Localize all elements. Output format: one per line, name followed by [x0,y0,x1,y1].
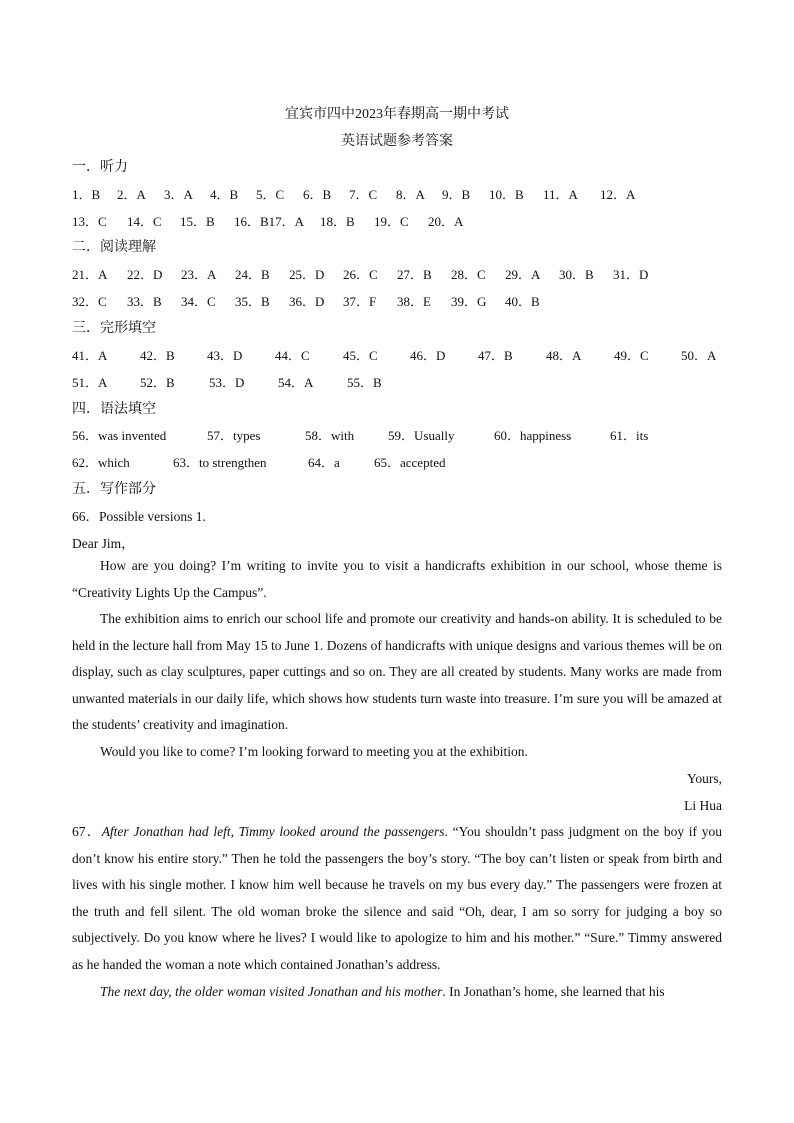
answer-item: 46．D [410,348,446,363]
section-heading-writing: 五．写作部分 [72,482,156,497]
answer-item: 20．A [428,214,464,229]
paragraph-2-start [72,979,722,1006]
answer-row [72,291,722,309]
answer-item: 15．B [180,214,215,229]
answer-item: 35．B [235,294,270,309]
answer-item: 49．C [614,348,649,363]
answer-item: 8．A [396,187,425,202]
answer-row [72,211,722,229]
answer-item: 22．D [127,267,163,282]
answer-item: 44．C [275,348,310,363]
question-67-lead-sentence: After Jonathan had left, Timmy looked around the passengers [101,824,445,839]
answer-item: 45．C [343,348,378,363]
answer-item: 6．B [303,187,332,202]
answer-item: 14．C [127,214,162,229]
answer-row [72,345,722,363]
document-subtitle: 英语试题参考答案 [341,134,453,149]
answer-item: 64．a [308,455,340,470]
answer-item: 54．A [278,375,314,390]
answer-row [72,425,722,443]
letter-signature: Li Hua [684,798,722,813]
answer-item: 13．C [72,214,107,229]
question-67-number: 67． [72,824,102,839]
answer-item: 65．accepted [374,455,446,470]
answer-item: 18．B [320,214,355,229]
answer-item: 30．B [559,267,594,282]
answer-item: 38．E [397,294,431,309]
answer-item: 57．types [207,428,261,443]
answer-row [72,452,722,470]
answer-item: 61．its [610,428,649,443]
answer-item: 23．A [181,267,217,282]
answer-item: 27．B [397,267,432,282]
question-67-body: . “You shouldn’t pass judgment on the boy if you don’t know his entire story.” Then he told the passengers the boy’s story. “The boy can’t listen or speak from birth and lives with his single mother. I know him well because he travels on my bus every day.” The passengers were frozen at the truth and fell silent. The old woman broke the silence and said “Oh, dear, I am so sorry for judging a boy so subjectively. Do you know where he lives? I would like to apologize to him and his mother.” “Sure.” Timmy answered as he handed the woman a note which contained Jonathan’s address. [72,824,722,972]
question-67-paragraph [72,819,722,979]
answer-row [72,372,722,390]
answer-item: 50．A [681,348,717,363]
answer-item: 53．D [209,375,245,390]
answer-item: 33．B [127,294,162,309]
answer-item: 43．D [207,348,243,363]
answer-item: 36．D [289,294,325,309]
answer-item: 63．to strengthen [173,455,267,470]
section-heading-grammar: 四．语法填空 [72,402,156,417]
answer-item: 41．A [72,348,108,363]
answer-item: 29．A [505,267,541,282]
answer-item: 62．which [72,455,130,470]
answer-item: 4．B [210,187,239,202]
paragraph-2-body: . In Jonathan’s home, she learned that his [442,984,665,999]
section-heading-reading: 二．阅读理解 [72,240,156,255]
answer-item: 9．B [442,187,471,202]
paragraph-2-lead-sentence: The next day, the older woman visited Jonathan and his mother [100,984,443,999]
answer-item: 28．C [451,267,486,282]
answer-item: 58．with [305,428,355,443]
answer-item: 10．B [489,187,524,202]
letter-closing: Yours, [686,771,722,786]
answer-item: 16．B17．A [234,214,305,229]
answer-item: 5．C [256,187,285,202]
answer-row [72,264,722,282]
answer-item: 25．D [289,267,325,282]
answer-item: 55．B [347,375,382,390]
answer-item: 19．C [374,214,409,229]
letter-greeting: Dear Jim， [72,536,135,551]
answer-item: 59．Usually [388,428,455,443]
answer-item: 60．happiness [494,428,572,443]
answer-item: 51．A [72,375,108,390]
letter-paragraph-2: The exhibition aims to enrich our school life and promote our creativity and hands-on ability. It is scheduled to be held in the lecture hall from May 15 to June 1. Dozens of handicrafts with unique designs and various themes will be on display, such as clay sculptures, paper cuttings and so on. They are all created by students. Many works are made from unwanted materials in our daily life, which shows how students turn waste into treasure. I’m sure you will be amazed at the students’ creativity and imagination. [72,611,722,733]
document-title: 宜宾市四中2023年春期高一期中考试 [285,107,509,122]
section-heading-listening: 一．听力 [72,160,128,175]
answer-item: 56．was invented [72,428,167,443]
answer-item: 31．D [613,267,649,282]
letter-paragraph-1: How are you doing? I’m writing to invite you to visit a handicrafts exhibition in our school, whose theme is “Creativity Lights Up the Campus”. [72,558,722,600]
answer-item: 34．C [181,294,216,309]
letter-paragraph-3: Would you like to come? I’m looking forward to meeting you at the exhibition. [100,744,528,759]
answer-item: 3．A [164,187,193,202]
answer-item: 26．C [343,267,378,282]
question-66-label: 66．Possible versions 1. [72,509,206,524]
section-heading-cloze: 三．完形填空 [72,321,156,336]
answer-item: 40．B [505,294,540,309]
answer-item: 39．G [451,294,487,309]
answer-item: 11．A [543,187,578,202]
answer-item: 2．A [117,187,146,202]
answer-item: 52．B [140,375,175,390]
answer-item: 21．A [72,267,108,282]
answer-item: 7．C [349,187,378,202]
answer-item: 42．B [140,348,175,363]
answer-item: 48．A [546,348,582,363]
answer-item: 1．B [72,187,101,202]
answer-row [72,184,722,202]
answer-item: 24．B [235,267,270,282]
answer-item: 37．F [343,294,377,309]
answer-item: 32．C [72,294,107,309]
answer-item: 47．B [478,348,513,363]
answer-item: 12．A [600,187,636,202]
